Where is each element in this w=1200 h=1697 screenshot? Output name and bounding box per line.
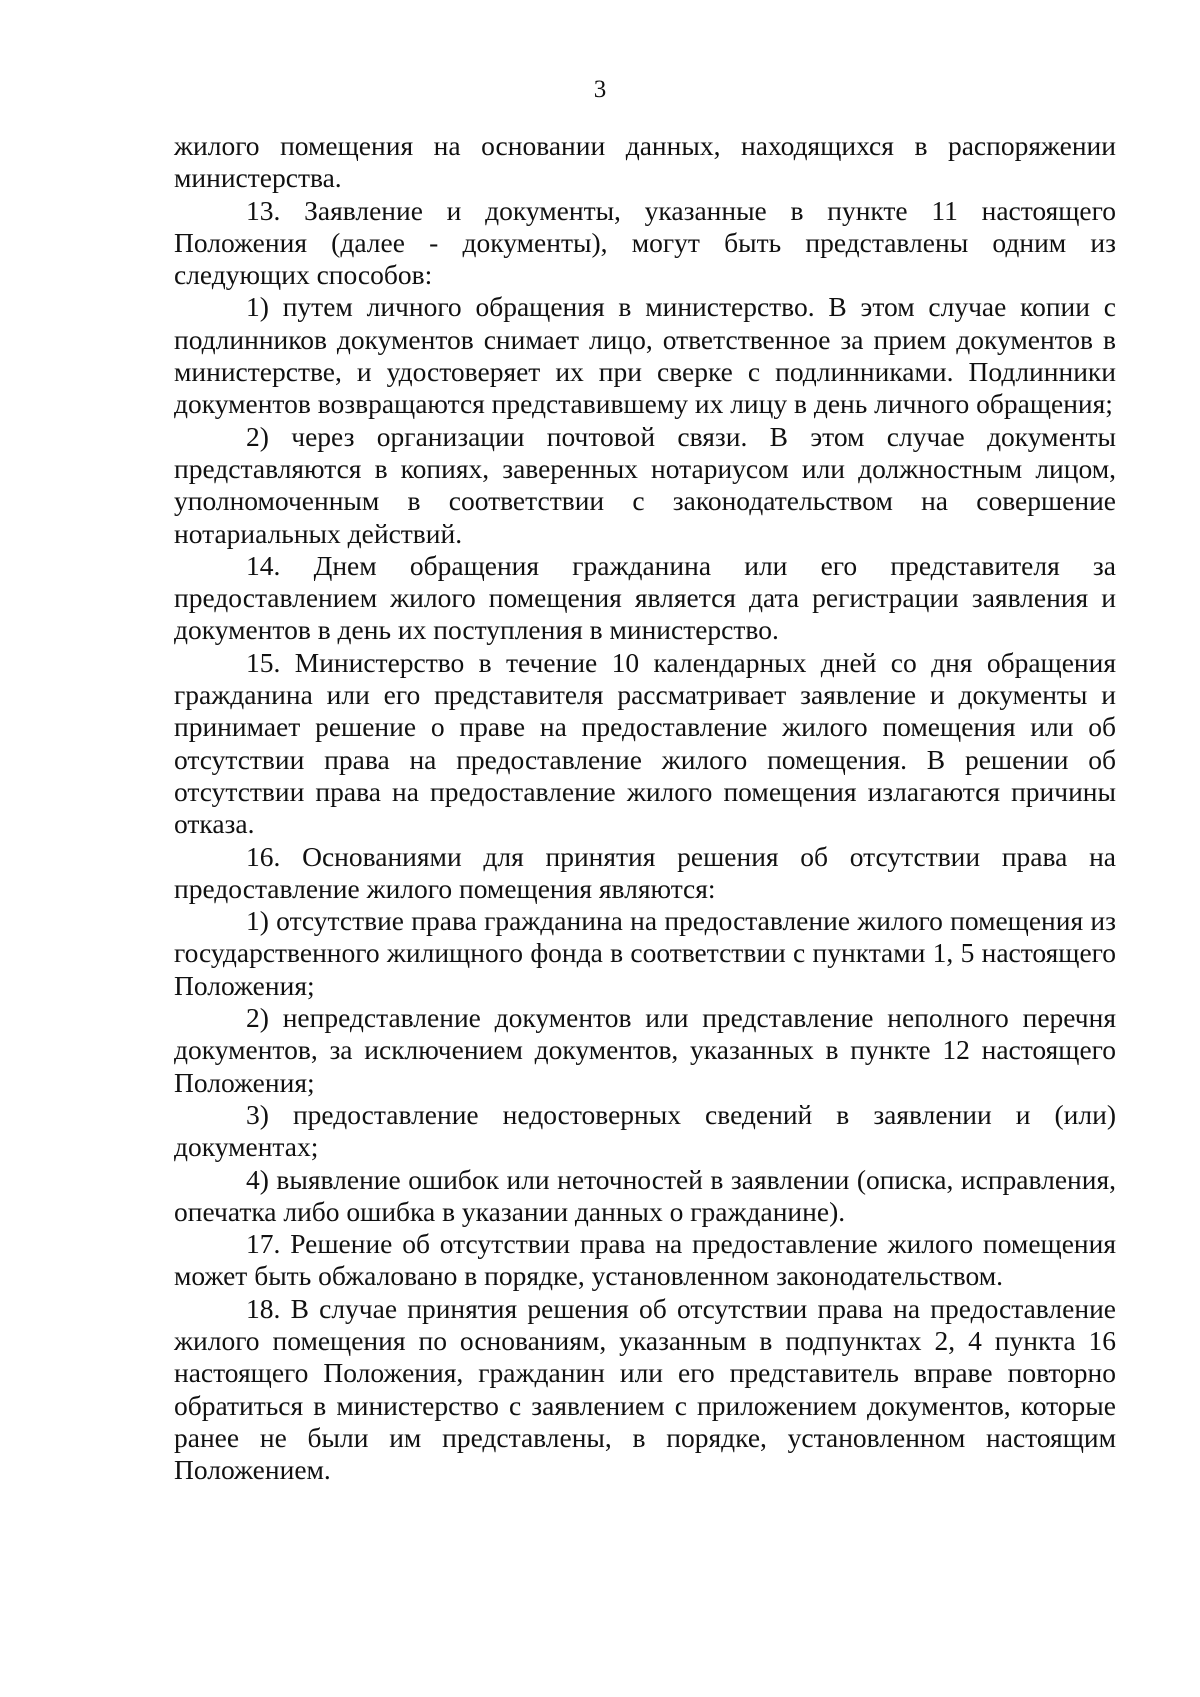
paragraph-13-item-1: 1) путем личного обращения в министерство. В этом случае копии с подлинников документов снимает лицо, ответственное за прием документов в министерстве, и удостоверяет их при сверке с подлинниками. Подлинники документов возвращаются представившему их лицу в день личного обращения;	[174, 291, 1116, 420]
paragraph-16: 16. Основаниями для принятия решения об отсутствии права на предоставление жилого помещения являются:	[174, 840, 1116, 904]
paragraph-16-item-1: 1) отсутствие права гражданина на предоставление жилого помещения из государственного жилищного фонда в соответствии с пунктами 1, 5 настоящего Положения;	[174, 905, 1116, 1001]
paragraph-17: 17. Решение об отсутствии права на предоставление жилого помещения может быть обжаловано в порядке, установленном законодательством.	[174, 1228, 1116, 1292]
document-body	[174, 130, 1116, 1486]
paragraph-14: 14. Днем обращения гражданина или его представителя за предоставлением жилого помещения является дата регистрации заявления и документов в день их поступления в министерство.	[174, 549, 1116, 646]
paragraph-16-item-3: 3) предоставление недостоверных сведений в заявлении и (или) документах;	[174, 1098, 1116, 1163]
paragraph-16-item-2: 2) непредставление документов или представление неполного перечня документов, за исключением документов, указанных в пункте 12 настоящего Положения;	[174, 1002, 1116, 1098]
paragraph-18: 18. В случае принятия решения об отсутствии права на предоставление жилого помещения по основаниям, указанным в подпунктах 2, 4 пункта 16 настоящего Положения, гражданин или его представитель вправе повторно обратиться в министерство с заявлением с приложением документов, которые ранее не были им представлены, в порядке, установленном настоящим Положением.	[174, 1292, 1116, 1486]
paragraph-15: 15. Министерство в течение 10 календарных дней со дня обращения гражданина или его представителя рассматривает заявление и документы и принимает решение о праве на предоставление жилого помещения или об отсутствии права на предоставление жилого помещения. В решении об отсутствии права на предоставление жилого помещения излагаются причины отказа.	[174, 646, 1116, 840]
paragraph-continuation: жилого помещения на основании данных, находящихся в распоряжении министерства.	[174, 130, 1116, 194]
paragraph-13-item-2: 2) через организации почтовой связи. В этом случае документы представляются в копиях, заверенных нотариусом или должностным лицом, уполномоченным в соответствии с законодательством на совершение нотариальных действий.	[174, 420, 1116, 549]
page-number: 3	[593, 76, 607, 103]
paragraph-13: 13. Заявление и документы, указанные в пункте 11 настоящего Положения (далее - документы), могут быть представлены одним из следующих способов:	[174, 194, 1116, 291]
paragraph-16-item-4: 4) выявление ошибок или неточностей в заявлении (описка, исправления, опечатка либо ошибка в указании данных о гражданине).	[174, 1163, 1116, 1227]
